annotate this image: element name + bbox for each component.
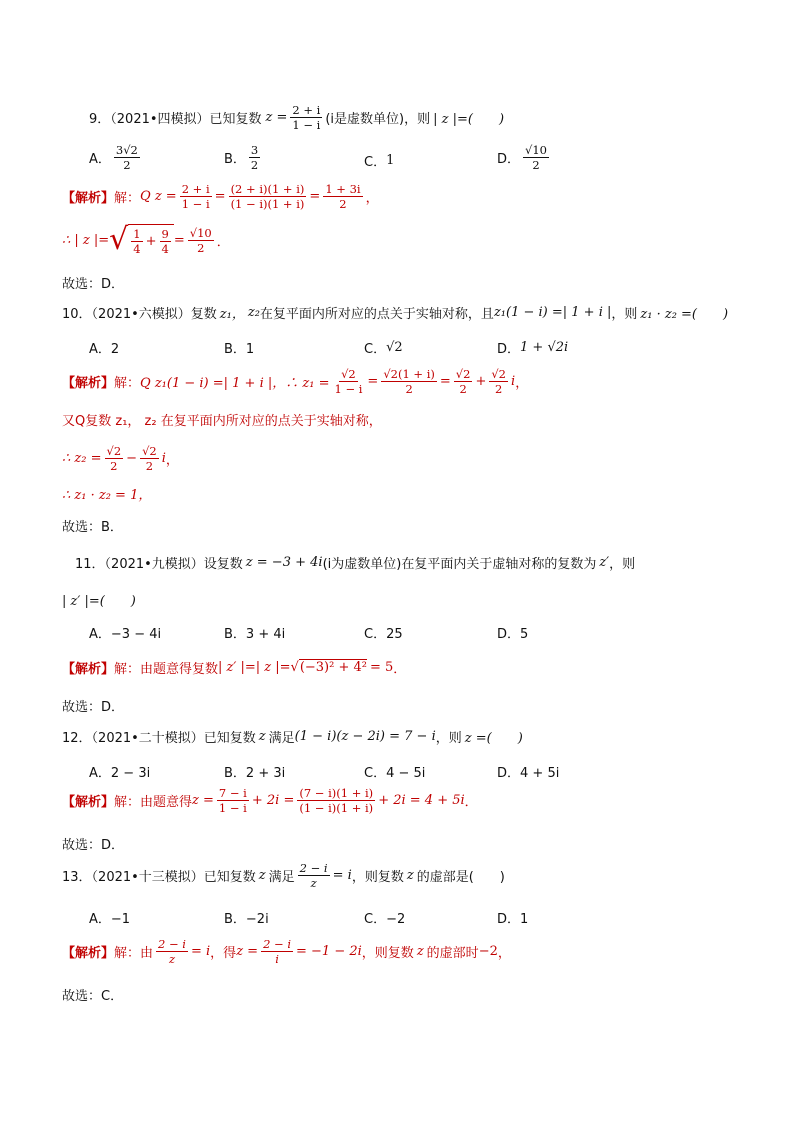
q9-solution-line1: 【解析】 解： Q z = $\frac{2 + i}{1 - i}$ = $\frac{(2 + i)(1 + i)}{(1 - i)(1 + i)}$ = $\frac{1 + 3i}{2}$ ， [62,182,379,212]
q10-option-c: C． √2 [364,340,403,357]
q12-answer: 故选：D． [62,838,125,853]
q11-option-b: B．3 + 4i [224,627,286,642]
q9-option-d: D． $\frac{√10}{2}$ [497,143,547,173]
q12-option-a: A．2 − 3i [89,766,151,781]
q9-option-a: A． $\frac{3√2}{2}$ [89,143,138,173]
q11-option-c: C．25 [364,627,403,642]
q10-solution-line2: 又Q复数 z₁， z₂ 在复平面内所对应的点关于实轴对称， [62,414,382,429]
q10-option-b: B．1 [224,342,255,357]
q9-solution-line2: ∴ | z |= √ $\frac{1}{4}$ + $\frac{9}{4}$ = $\frac{√10}{2}$ ． [62,222,230,258]
q10-option-a: A．2 [89,342,120,357]
q13-option-d: D．1 [497,912,529,927]
q13-stem: 13．（2021•十三模拟）已知复数 z 满足 $\frac{2 - i}{z}$ = i ，则复数 z 的虚部是( ) [62,861,505,891]
q13-option-a: A．−1 [89,912,131,927]
q10-solution-line4: ∴ z₁ · z₂ = 1， [62,488,152,503]
q9-stem: 9．（2021•四模拟）已知复数 z = $\frac{2 + i}{1 - i}$ (i是虚数单位)，则 | z |=( ) [89,103,505,133]
q11-stem-line2: | z′ |=( ) [62,594,136,609]
q13-option-b: B．−2i [224,912,269,927]
q13-answer: 故选：C． [62,989,124,1004]
q11-answer: 故选：D． [62,700,125,715]
q11-stem: 11．（2021•九模拟）设复数 z = −3 + 4i (i为虚数单位)在复平面内关于虚轴对称的复数为 z′ ，则 [75,555,636,572]
q11-option-a: A．−3 − 4i [89,627,162,642]
q10-stem: 10．（2021•六模拟）复数 z₁， z₂ 在复平面内所对应的点关于实轴对称，且 z₁(1 − i) =| 1 + i | ，则 z₁ · z₂ =( ) [62,305,729,322]
q11-solution: 【解析】 解：由题意得复数 | z′ |=| z |= √(−3)² + 4² = 5 ． [62,660,407,677]
q12-stem: 12．（2021•二十模拟）已知复数 z 满足 (1 − i)(z − 2i) = 7 − i ，则 z =( ) [62,729,523,746]
q13-solution: 【解析】 解：由 $\frac{2 - i}{z}$ = i ，得 z = $\frac{2 - i}{i}$ = −1 − 2i ，则复数 z 的虚部时 −2 ， [62,937,511,967]
q12-option-b: B．2 + 3i [224,766,286,781]
q9-fraction: $\frac{2 + i}{1 - i}$ [292,103,321,133]
q10-solution-line1: 【解析】 解： Q z₁(1 − i) =| 1 + i |，∴ z₁ = $\frac{√2}{1 - i}$ = $\frac{√2(1 + i)}{2}$ = $\frac{√2}{2}$ + $\frac{√2}{2}$ i ， [62,367,529,397]
q9-answer: 故选：D． [62,277,125,292]
q12-solution: 【解析】 解：由题意得 z = $\frac{7 - i}{1 - i}$ + 2i = $\frac{(7 - i)(1 + i)}{(1 - i)(1 + i)}$ + 2i = 4 + 5i ． [62,786,478,816]
q12-option-c: C．4 − 5i [364,766,426,781]
q9-option-c: C． 1 [364,153,395,170]
q12-option-d: D．4 + 5i [497,766,560,781]
q10-solution-line3: ∴ z₂ = $\frac{√2}{2}$ − $\frac{√2}{2}$ i ， [62,444,179,474]
q13-option-c: C．−2 [364,912,406,927]
q9-option-b: B． $\frac{3}{2}$ [224,143,259,173]
q10-answer: 故选：B． [62,520,123,535]
q10-option-d: D． 1 + √2i [497,340,569,357]
q11-option-d: D．5 [497,627,529,642]
